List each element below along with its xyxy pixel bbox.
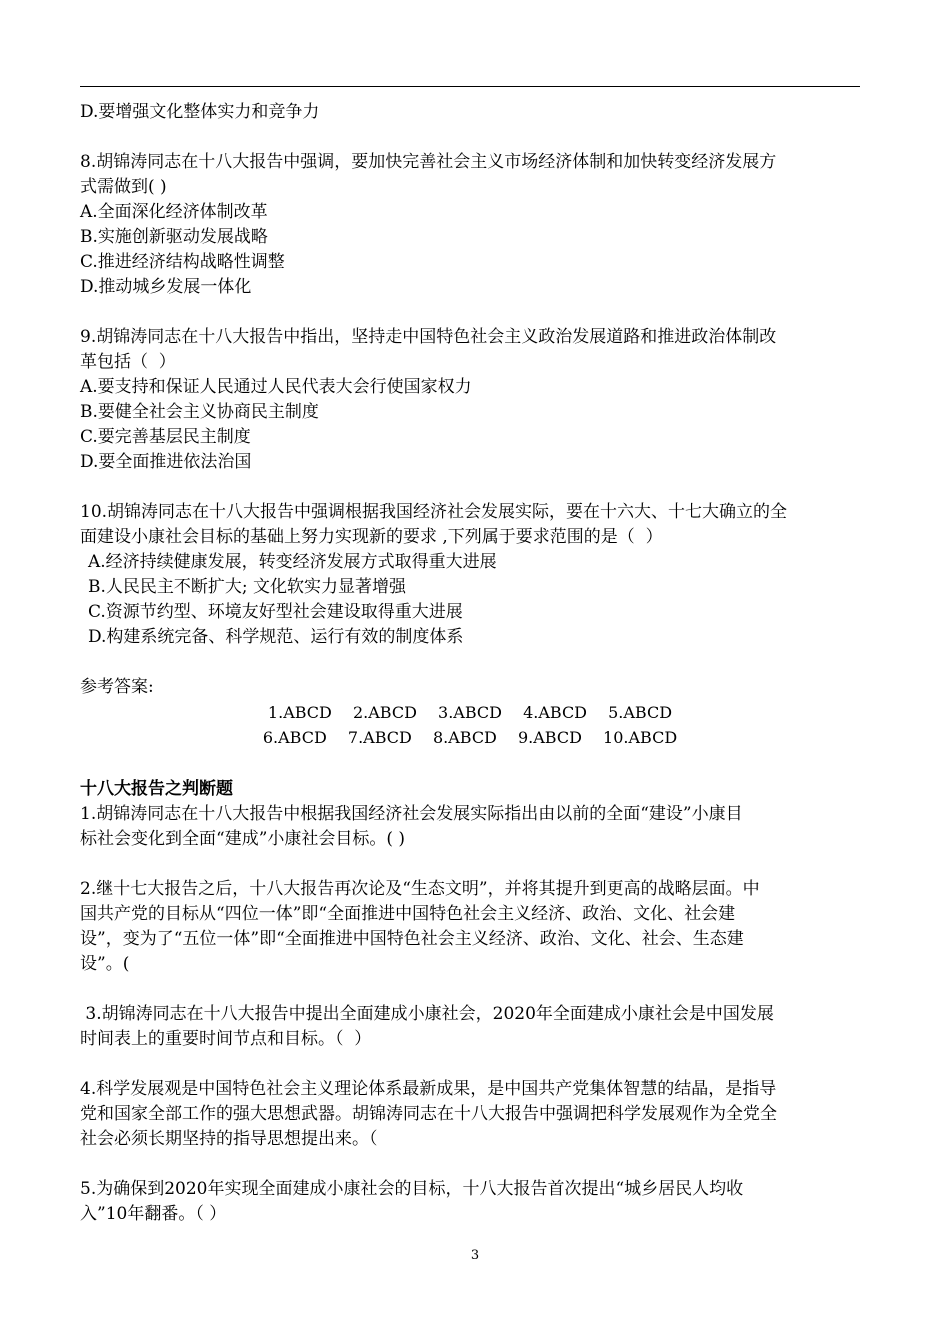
question-10-stem-line-2: 面建设小康社会目标的基础上努力实现新的要求 ,下列属于要求范围的是（ ） xyxy=(80,527,663,547)
answer-item: 1.ABCD xyxy=(267,703,332,722)
previous-option-d: D.要增强文化整体实力和竞争力 xyxy=(80,102,320,122)
section-title: 十八大报告之判断题 xyxy=(80,779,233,799)
question-10-option-a: A.经济持续健康发展，转变经济发展方式取得重大进展 xyxy=(88,552,497,572)
question-9-stem-line-1: 9.胡锦涛同志在十八大报告中指出，坚持走中国特色社会主义政治发展道路和推进政治体制改 xyxy=(80,327,777,347)
question-8-option-c: C.推进经济结构战略性调整 xyxy=(80,252,285,272)
answer-key xyxy=(80,675,860,750)
answer-item: 7.ABCD xyxy=(347,728,412,747)
judge-item-line: 设”。( xyxy=(80,954,130,974)
answer-item: 5.ABCD xyxy=(608,703,673,722)
question-10-option-b: B.人民民主不断扩大; 文化软实力显著增强 xyxy=(88,577,407,597)
answer-item: 6.ABCD xyxy=(262,728,327,747)
judge-item-4 xyxy=(80,1077,860,1152)
judge-section xyxy=(80,777,860,1227)
question-9-option-b: B.要健全社会主义协商民主制度 xyxy=(80,402,319,422)
judge-item-1 xyxy=(80,802,860,852)
judge-item-line: 标社会变化到全面“建成”小康社会目标。( ) xyxy=(80,829,406,849)
question-8 xyxy=(80,150,860,300)
question-8-stem-line-1: 8.胡锦涛同志在十八大报告中强调，要加快完善社会主义市场经济体制和加快转变经济发展方 xyxy=(80,152,777,172)
judge-item-line: 设”，变为了“五位一体”即“全面推进中国特色社会主义经济、政治、文化、社会、生态建 xyxy=(80,929,744,949)
question-8-option-b: B.实施创新驱动发展战略 xyxy=(80,227,268,247)
page-number: 3 xyxy=(470,1248,480,1263)
judge-item-line: 国共产党的目标从“四位一体”即“全面推进中国特色社会主义经济、政治、文化、社会建 xyxy=(80,904,736,924)
question-8-stem-line-2: 式需做到( ) xyxy=(80,177,167,197)
judge-item-line: 5.为确保到2020年实现全面建成小康社会的目标，十八大报告首次提出“城乡居民人均收 xyxy=(80,1179,744,1199)
judge-item-line: 1.胡锦涛同志在十八大报告中根据我国经济社会发展实际指出由以前的全面“建设”小康目 xyxy=(80,804,743,824)
header-rule xyxy=(80,86,860,87)
judge-item-line: 党和国家全部工作的强大思想武器。胡锦涛同志在十八大报告中强调把科学发展观作为全党全 xyxy=(80,1104,777,1124)
question-9-option-a: A.要支持和保证人民通过人民代表大会行使国家权力 xyxy=(80,377,472,397)
question-10 xyxy=(80,500,860,650)
question-8-option-d: D.推动城乡发展一体化 xyxy=(80,277,252,297)
answer-key-label: 参考答案: xyxy=(80,677,154,697)
question-10-stem-line-1: 10.胡锦涛同志在十八大报告中强调根据我国经济社会发展实际，要在十六大、十七大确立的全 xyxy=(80,502,788,522)
question-10-option-d: D.构建系统完备、科学规范、运行有效的制度体系 xyxy=(88,627,464,647)
answer-item: 8.ABCD xyxy=(432,728,497,747)
answer-item: 9.ABCD xyxy=(517,728,582,747)
answer-item: 4.ABCD xyxy=(523,703,588,722)
answer-item: 10.ABCD xyxy=(603,728,678,747)
judge-item-line: 3.胡锦涛同志在十八大报告中提出全面建成小康社会，2020年全面建成小康社会是中国发展 xyxy=(80,1004,774,1024)
question-9-option-d: D.要全面推进依法治国 xyxy=(80,452,252,472)
judge-item-2 xyxy=(80,877,860,977)
page-content xyxy=(80,100,860,1227)
judge-item-line: 时间表上的重要时间节点和目标。（ ） xyxy=(80,1029,372,1049)
judge-item-5 xyxy=(80,1177,860,1227)
question-8-option-a: A.全面深化经济体制改革 xyxy=(80,202,268,222)
answer-key-row-2 xyxy=(80,725,860,750)
question-9 xyxy=(80,325,860,475)
question-10-option-c: C.资源节约型、环境友好型社会建设取得重大进展 xyxy=(88,602,463,622)
question-9-option-c: C.要完善基层民主制度 xyxy=(80,427,251,447)
judge-item-line: 4.科学发展观是中国特色社会主义理论体系最新成果，是中国共产党集体智慧的结晶，是指导 xyxy=(80,1079,777,1099)
answer-key-row-1 xyxy=(80,700,860,725)
judge-item-line: 入”10年翻番。（ ） xyxy=(80,1204,227,1224)
judge-item-3 xyxy=(80,1002,860,1052)
answer-item: 3.ABCD xyxy=(438,703,502,722)
judge-item-line: 社会必须长期坚持的指导思想提出来。（ xyxy=(80,1129,378,1149)
question-9-stem-line-2: 革包括（ ） xyxy=(80,352,176,372)
answer-item: 2.ABCD xyxy=(352,703,417,722)
judge-item-line: 2.继十七大报告之后，十八大报告再次论及“生态文明”，并将其提升到更高的战略层面。中 xyxy=(80,879,760,899)
